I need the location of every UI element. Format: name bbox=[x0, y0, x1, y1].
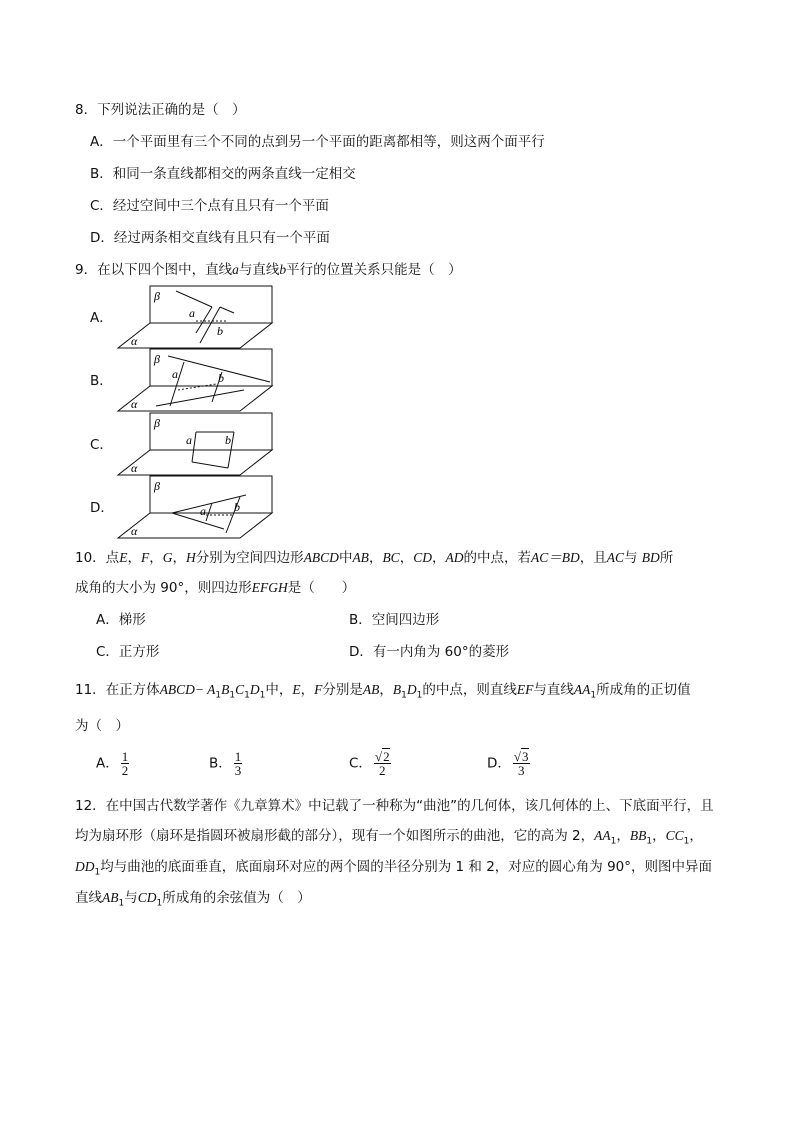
q12-sub: 1 bbox=[646, 836, 653, 847]
q12-sub: 1 bbox=[118, 898, 125, 909]
q12-sub: 1 bbox=[94, 867, 101, 878]
q10-text: 是（ ） bbox=[287, 580, 356, 596]
q11-sub: 1 bbox=[259, 690, 266, 701]
q9-var-b: b bbox=[279, 262, 287, 277]
denominator: 2 bbox=[379, 763, 386, 778]
q9d-beta: β bbox=[154, 479, 160, 493]
q12-sub: 1 bbox=[683, 836, 690, 847]
q12-text: 与 bbox=[124, 890, 138, 906]
q11-option-label: A． bbox=[96, 755, 119, 772]
q11-sub: 1 bbox=[416, 690, 423, 701]
q11-sub: 1 bbox=[229, 690, 236, 701]
q9-var-a: a bbox=[232, 262, 239, 277]
q10-text: ， bbox=[149, 550, 163, 566]
q9-stem-text: 平行的位置关系只能是（ ） bbox=[286, 262, 462, 278]
q10-var: F bbox=[140, 550, 150, 565]
q8-stem: 8．下列说法正确的是（ ） bbox=[75, 102, 246, 118]
q10-var: AC bbox=[606, 550, 624, 565]
radicand: 2 bbox=[383, 749, 390, 764]
q9-option-c-label: C． bbox=[90, 437, 113, 453]
fraction-one-half bbox=[121, 750, 130, 777]
q11-text: 的中点，则直线 bbox=[422, 682, 517, 698]
q12-stem-line4 bbox=[75, 888, 311, 914]
q12-text: ， bbox=[689, 828, 703, 844]
q12-sub: 1 bbox=[610, 836, 617, 847]
q12-text: 所成角的余弦值为（ ） bbox=[162, 890, 311, 906]
q10-text: 中 bbox=[338, 550, 353, 566]
q10-var: ABCD bbox=[303, 550, 339, 565]
q9-stem-text: 9．在以下四个图中，直线 bbox=[75, 262, 233, 278]
q10-text: 所 bbox=[659, 550, 674, 566]
q12-var: DD bbox=[75, 859, 95, 874]
q10-text: ， bbox=[127, 550, 141, 566]
q10-text: 分别为空间四边形 bbox=[195, 550, 304, 566]
q10-option-c: C．正方形 bbox=[96, 644, 160, 660]
q11-text: 中， bbox=[265, 682, 293, 698]
q11-option-label: B． bbox=[209, 755, 232, 772]
q11-sub: 1 bbox=[401, 690, 407, 701]
q12-var: AB bbox=[102, 890, 119, 905]
q9c-beta: β bbox=[154, 416, 160, 430]
q12-stem-line2 bbox=[75, 826, 703, 852]
numerator bbox=[374, 750, 391, 764]
q9d-line-a: a bbox=[200, 504, 206, 518]
q9a-alpha: α bbox=[131, 334, 138, 348]
q11-var: EF bbox=[516, 682, 534, 697]
q9b-line-b: b bbox=[218, 371, 224, 385]
q11-var: A bbox=[582, 682, 591, 697]
q12-stem-line3 bbox=[75, 857, 712, 883]
q10-option-d: D．有一内角为 60°的菱形 bbox=[349, 644, 510, 660]
q9-figure-c bbox=[116, 412, 276, 476]
q11-text: 与直线 bbox=[533, 682, 574, 698]
q9-stem bbox=[75, 260, 462, 280]
q12-stem-line1: 12．在中国古代数学著作《九章算术》中记载了一种称为“曲池”的几何体，该几何体的上、下底面平行，且 bbox=[75, 798, 714, 814]
fraction-one-third bbox=[234, 750, 243, 777]
q11-option-b bbox=[209, 750, 242, 777]
q10-var: H bbox=[185, 550, 196, 565]
q9c-alpha: α bbox=[131, 461, 138, 475]
fraction-sqrt3-over-3 bbox=[513, 750, 530, 777]
q12-sub: 1 bbox=[156, 898, 163, 909]
q11-var: C bbox=[235, 682, 245, 697]
q10-var: G bbox=[162, 550, 173, 565]
q11-option-c bbox=[349, 750, 391, 777]
q10-option-b: B．空间四边形 bbox=[349, 612, 440, 628]
q9a-beta: β bbox=[154, 289, 160, 303]
q12-var: AA bbox=[594, 828, 611, 843]
q11-text: 11．在正方体 bbox=[75, 682, 160, 698]
q10-var: AC＝BD bbox=[530, 550, 580, 565]
q10-option-a: A．梯形 bbox=[96, 612, 146, 628]
q9b-beta: β bbox=[154, 352, 160, 366]
q9b-alpha: α bbox=[131, 397, 138, 411]
q10-text: ， bbox=[431, 550, 446, 566]
q10-text: ， bbox=[399, 550, 414, 566]
q10-text: 与 bbox=[623, 550, 638, 566]
q10-var: CD bbox=[413, 550, 432, 565]
q12-var: CC bbox=[665, 828, 684, 843]
numerator bbox=[513, 750, 530, 764]
q9a-line-b: b bbox=[217, 324, 223, 338]
denominator: 2 bbox=[121, 763, 129, 778]
q11-var: D bbox=[249, 682, 260, 697]
q11-text: 所成角的正切值 bbox=[596, 682, 691, 698]
q11-var: AB bbox=[362, 682, 380, 697]
denominator: 3 bbox=[234, 763, 242, 778]
q10-var: E bbox=[119, 550, 128, 565]
q9d-line-b: b bbox=[234, 500, 240, 514]
q10-var: AD bbox=[445, 550, 464, 565]
q9b-line-a: a bbox=[172, 367, 178, 381]
q10-var: BD bbox=[641, 550, 660, 565]
q12-var: CD bbox=[137, 890, 157, 905]
q11-sub: 1 bbox=[590, 690, 597, 701]
q11-var: D bbox=[406, 682, 417, 697]
q11-var: E bbox=[292, 682, 301, 697]
q11-var: F bbox=[314, 682, 323, 697]
q11-sub: 1 bbox=[215, 690, 222, 701]
q12-var: BB bbox=[629, 828, 647, 843]
q8-option-a: A．一个平面里有三个不同的点到另一个平面的距离都相等，则这两个面平行 bbox=[90, 134, 545, 150]
q8-option-d: D．经过两条相交直线有且只有一个平面 bbox=[90, 230, 330, 246]
q11-var: B bbox=[221, 682, 230, 697]
q10-text: 的中点，若 bbox=[463, 550, 531, 566]
q10-text: ， bbox=[368, 550, 383, 566]
q9-option-b-label: B． bbox=[90, 373, 113, 389]
q11-var: A bbox=[573, 682, 583, 697]
fraction-sqrt2-over-2 bbox=[374, 750, 391, 777]
radicand: 3 bbox=[522, 749, 529, 764]
q11-var: ABCD− A bbox=[159, 682, 216, 697]
q12-text: ， bbox=[616, 828, 630, 844]
q10-text: ， bbox=[172, 550, 186, 566]
q9d-alpha: α bbox=[131, 524, 138, 538]
q9c-line-b: b bbox=[225, 433, 231, 447]
q11-sub: 1 bbox=[244, 690, 250, 701]
q11-option-label: D． bbox=[487, 755, 511, 772]
q9-option-a-label: A． bbox=[90, 310, 113, 326]
q8-option-c: C．经过空间中三个点有且只有一个平面 bbox=[90, 198, 329, 214]
q9-figure-d bbox=[116, 475, 276, 539]
q12-text: ， bbox=[652, 828, 666, 844]
denominator: 3 bbox=[517, 763, 525, 778]
q9-option-d-label: D． bbox=[90, 500, 114, 516]
q9-stem-text: 与直线 bbox=[238, 262, 280, 278]
q11-option-a bbox=[96, 750, 129, 777]
q10-stem-line1 bbox=[75, 548, 673, 568]
sqrt-sign: √ bbox=[374, 749, 383, 764]
q10-text: 成角的大小为 90°，则四边形 bbox=[75, 580, 252, 596]
q11-stem-line2: 为（ ） bbox=[75, 718, 129, 734]
q9-figure-a bbox=[116, 285, 276, 349]
q10-var: EFGH bbox=[251, 580, 288, 595]
q11-option-d bbox=[487, 750, 530, 777]
q12-text: 直线 bbox=[75, 890, 102, 906]
q9c-line-a: a bbox=[186, 433, 192, 447]
q10-text: ，且 bbox=[579, 550, 607, 566]
numerator: 1 bbox=[234, 749, 242, 764]
q11-stem-line1: 11．在正方体ABCD− $A_1B_1C_1D_1$中，E，F分别是AB，$B_1D_1$的中点，则直线EF与直线$AA_1$所成角的正切值 bbox=[75, 682, 691, 701]
q10-var: BC bbox=[382, 550, 400, 565]
q10-text: 10．点 bbox=[75, 550, 120, 566]
q12-text: 均为扇环形（扇环是指圆环被扇形截的部分），现有一个如图所示的曲池，它的高为 2， bbox=[75, 828, 595, 844]
q9a-line-a: a bbox=[189, 306, 195, 320]
q12-text: 均与曲池的底面垂直，底面扇环对应的两个圆的半径分别为 1 和 2，对应的圆心角为 90°，则图中异面 bbox=[100, 859, 713, 875]
q11-var: B bbox=[392, 682, 402, 697]
q9-figure-b bbox=[116, 348, 276, 412]
numerator: 1 bbox=[121, 749, 129, 764]
q10-stem-line2 bbox=[75, 578, 355, 598]
q11-text: 分别是 bbox=[322, 682, 363, 698]
q8-option-b: B．和同一条直线都相交的两条直线一定相交 bbox=[90, 166, 356, 182]
sqrt-sign: √ bbox=[513, 749, 522, 764]
q11-option-label: C． bbox=[349, 755, 372, 772]
q10-var: AB bbox=[352, 550, 369, 565]
